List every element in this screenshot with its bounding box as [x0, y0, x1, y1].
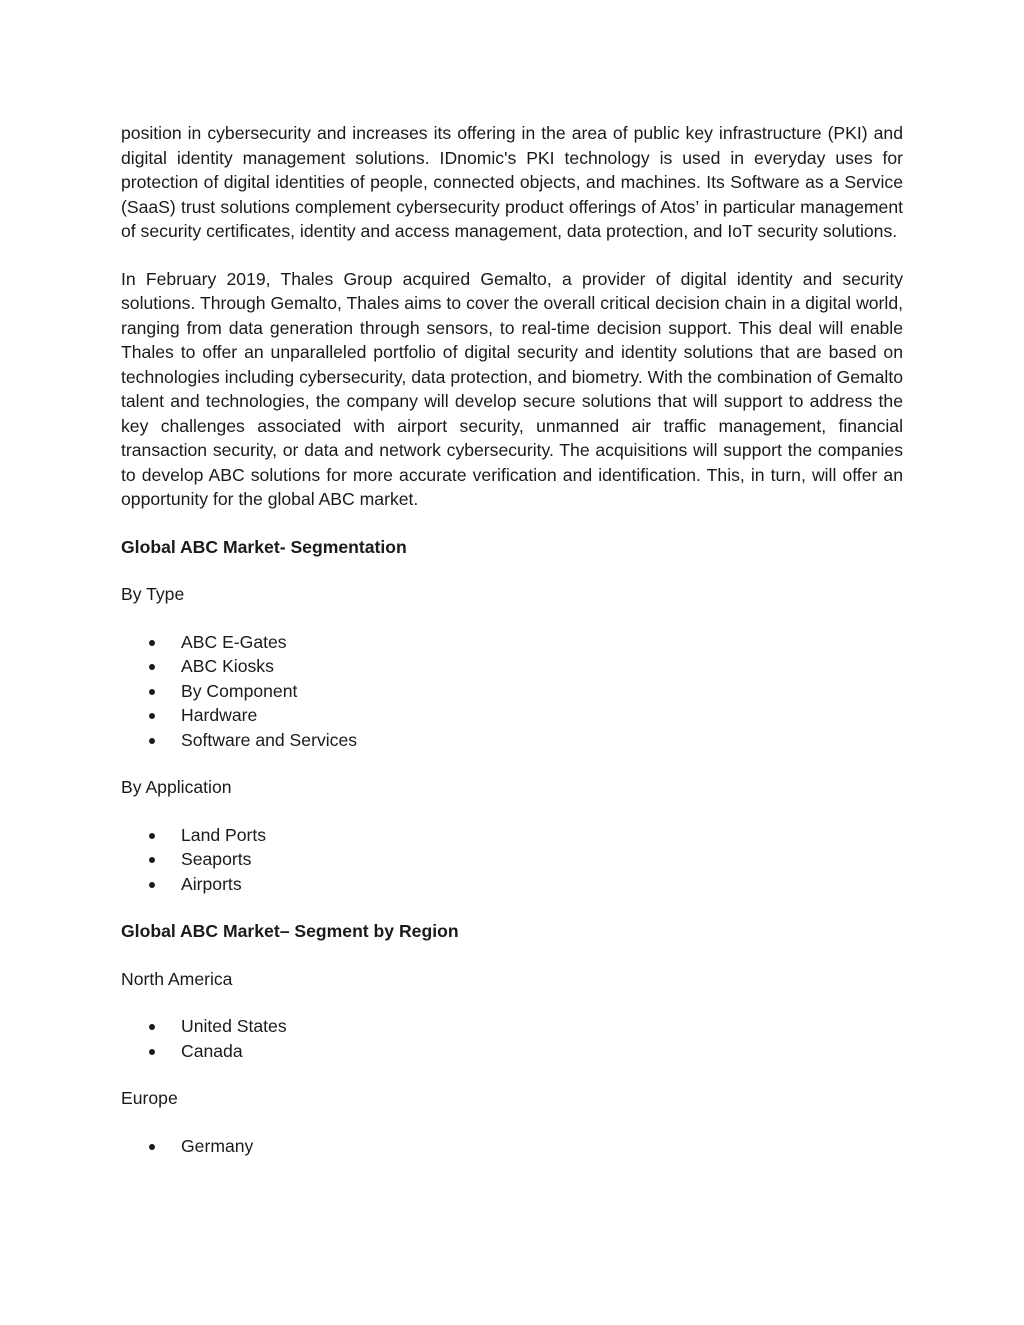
list-item-text: ABC Kiosks	[181, 656, 274, 676]
by-application-list	[121, 823, 903, 897]
list-item	[121, 654, 903, 679]
bullet-icon	[149, 664, 155, 670]
list-item-text: Land Ports	[181, 824, 267, 845]
bullet-icon	[149, 833, 155, 839]
list-item-text: Germany	[181, 1135, 254, 1156]
list-item	[121, 1014, 903, 1039]
by-type-list	[121, 630, 903, 753]
list-item-text: Seaports	[181, 849, 252, 869]
bullet-icon	[149, 857, 155, 863]
list-item	[121, 823, 903, 848]
list-item	[121, 847, 903, 872]
bullet-icon	[149, 1024, 155, 1030]
europe-list	[121, 1134, 903, 1159]
list-item-text: Canada	[181, 1040, 243, 1061]
north-america-label: North America	[121, 968, 233, 989]
document-page	[121, 121, 903, 1158]
region-heading: Global ABC Market– Segment by Region	[121, 921, 459, 941]
by-application-label: By Application	[121, 777, 232, 797]
list-item	[121, 630, 903, 655]
by-type-label: By Type	[121, 584, 185, 604]
list-item-text: Hardware	[181, 705, 258, 725]
list-item-text: Airports	[181, 873, 242, 894]
list-item-text: United States	[181, 1016, 287, 1036]
list-item	[121, 1039, 903, 1064]
north-america-list	[121, 1014, 903, 1063]
bullet-icon	[149, 1144, 155, 1150]
paragraph-atos-idnomic: position in cybersecurity and increases its offering in the area of public key infrastructure (PKI) and digital identity management solutions. IDnomic's PKI technology is used in everyday uses for protection of digital identities of people, connected objects, and machines. Its Software as a Service (SaaS) trust solutions complement cybersecurity product offerings of Atos’ in particular management of security certificates, identity and access management, data protection, and IoT security solutions.	[121, 123, 903, 241]
bullet-icon	[149, 1049, 155, 1055]
europe-label: Europe	[121, 1088, 178, 1108]
list-item-text: ABC E-Gates	[181, 631, 287, 652]
segmentation-heading: Global ABC Market- Segmentation	[121, 536, 407, 557]
bullet-icon	[149, 689, 155, 695]
list-item-text: By Component	[181, 680, 298, 701]
bullet-icon	[149, 713, 155, 719]
paragraph-thales-gemalto: In February 2019, Thales Group acquired Gemalto, a provider of digital identity and security solutions. Through Gemalto, Thales aims to cover the overall critical decision chain in a digital world, ranging from data generation through sensors, to real-time decision support. This deal will enable Thales to offer an unparalleled portfolio of digital security and identity solutions that are based on technologies including cybersecurity, data protection, and biometry. With the combination of Gemalto talent and technologies, the company will develop secure solutions that will support to address the key challenges associated with airport security, unmanned air traffic management, financial transaction security, or data and network cybersecurity. The acquisitions will support the companies to develop ABC solutions for more accurate verification and identification. This, in turn, will offer an opportunity for the global ABC market.	[121, 268, 903, 509]
list-item	[121, 703, 903, 728]
list-item	[121, 1134, 903, 1159]
list-item	[121, 679, 903, 704]
bullet-icon	[149, 640, 155, 646]
list-item-text: Software and Services	[181, 729, 358, 750]
bullet-icon	[149, 738, 155, 744]
list-item	[121, 872, 903, 897]
bullet-icon	[149, 882, 155, 888]
list-item	[121, 728, 903, 753]
